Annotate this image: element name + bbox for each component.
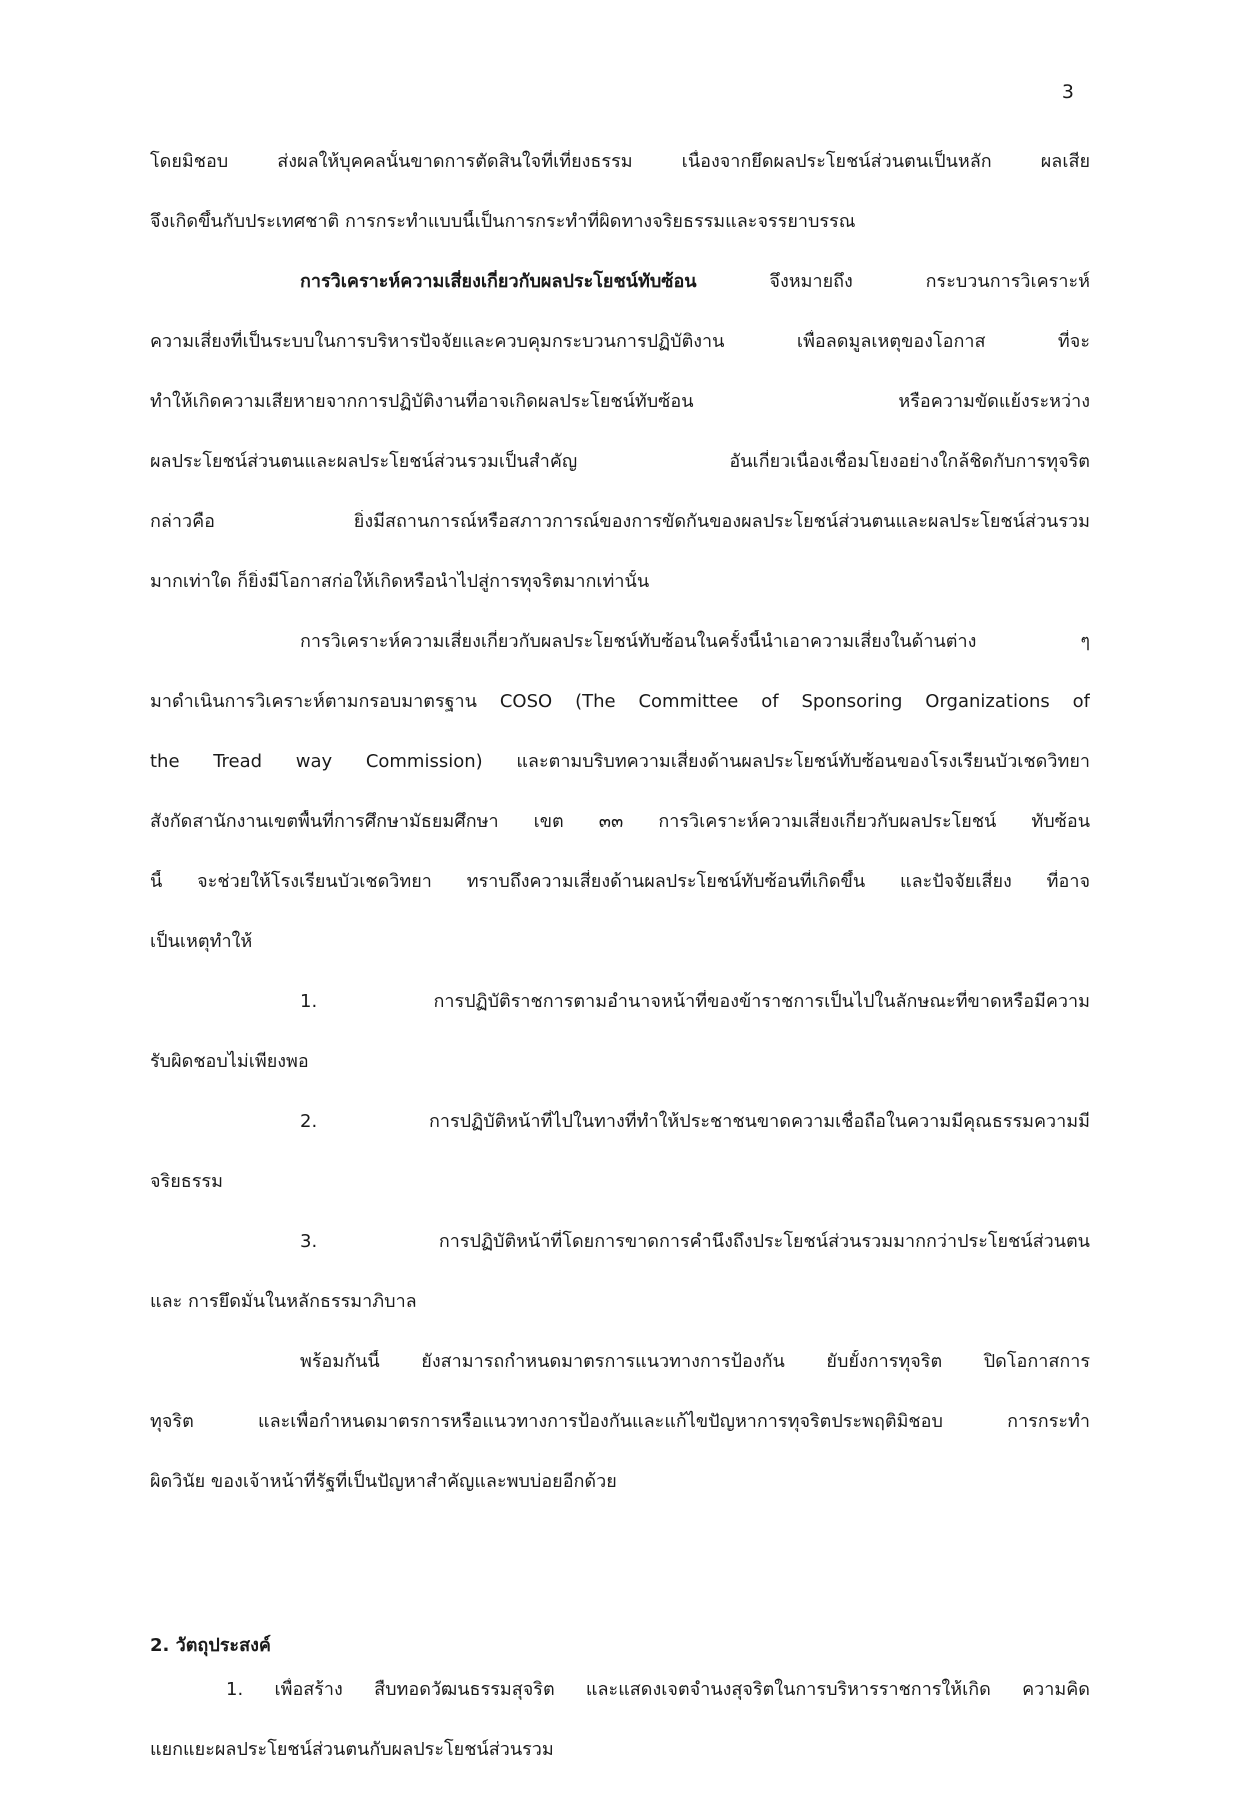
objective-line: 1. เพื่อสร้าง สืบทอดวัฒนธรรมสุจริต และแสดงเจตจำนงสุจริตในการบริหารราชการให้เกิด ความคิด: [226, 1679, 1090, 1700]
definition-term: การวิเคราะห์ความเสี่ยงเกี่ยวกับผลประโยชน์ทับซ้อน: [300, 271, 697, 292]
paragraph-line: ความเสี่ยงที่เป็นระบบในการบริหารปัจจัยและควบคุมกระบวนการปฏิบัติงาน เพื่อลดมูลเหตุของโอกาส ที่จะ: [150, 331, 1090, 352]
list-item-line: และ การยึดมั่นในหลักธรรมาภิบาล: [150, 1291, 417, 1312]
page-number: 3: [1061, 81, 1074, 103]
list-item-line: 2. การปฏิบัติหน้าที่ไปในทางที่ทำให้ประชาชนขาดความเชื่อถือในความมีคุณธรรมความมี: [300, 1111, 1090, 1132]
list-item-line: จริยธรรม: [150, 1171, 223, 1192]
paragraph-line: มากเท่าใด ก็ยิ่งมีโอกาสก่อให้เกิดหรือนำไปสู่การทุจริตมากเท่านั้น: [150, 571, 650, 592]
paragraph-line: ผิดวินัย ของเจ้าหน้าที่รัฐที่เป็นปัญหาสำคัญและพบบ่อยอีกด้วย: [150, 1471, 617, 1492]
paragraph-line: พร้อมกันนี้ ยังสามารถกำหนดมาตรการแนวทางการป้องกัน ยับยั้งการทุจริต ปิดโอกาสการ: [300, 1351, 1090, 1372]
paragraph-line: จึงเกิดขึ้นกับประเทศชาติ การกระทำแบบนี้เป็นการกระทำที่ผิดทางจริยธรรมและจรรยาบรรณ: [150, 211, 856, 232]
paragraph-line: มาดำเนินการวิเคราะห์ตามกรอบมาตรฐาน COSO (The Committee of Sponsoring Organizations of: [150, 691, 1090, 712]
paragraph-line: นี้ จะช่วยให้โรงเรียนบัวเชดวิทยา ทราบถึงความเสี่ยงด้านผลประโยชน์ทับซ้อนที่เกิดขึ้น และปัจจัยเสี่ยง ที่อาจ: [150, 871, 1090, 892]
paragraph-line: สังกัดสานักงานเขตพื้นที่การศึกษามัธยมศึกษา เขต ๓๓ การวิเคราะห์ความเสี่ยงเกี่ยวกับผลประโยชน์ ทับซ้อน: [150, 811, 1090, 832]
paragraph-line: ผลประโยชน์ส่วนตนและผลประโยชน์ส่วนรวมเป็นสำคัญ อันเกี่ยวเนื่องเชื่อมโยงอย่างใกล้ชิดกับการทุจริต: [150, 451, 1090, 472]
list-item-line: รับผิดชอบไม่เพียงพอ: [150, 1051, 309, 1072]
paragraph-line: [150, 270, 1090, 294]
paragraph-line: กล่าวคือ ยิ่งมีสถานการณ์หรือสภาวการณ์ของการขัดกันของผลประโยชน์ส่วนตนและผลประโยชน์ส่วนรวม: [150, 511, 1090, 532]
list-item-line: 1. การปฏิบัติราชการตามอำนาจหน้าที่ของข้าราชการเป็นไปในลักษณะที่ขาดหรือมีความ: [300, 991, 1090, 1012]
paragraph-line: the Tread way Commission) และตามบริบทความเสี่ยงด้านผลประโยชน์ทับซ้อนของโรงเรียนบัวเชดวิทยา: [150, 751, 1090, 772]
list-item-line: 3. การปฏิบัติหน้าที่โดยการขาดการคำนึงถึงประโยชน์ส่วนรวมมากกว่าประโยชน์ส่วนตน: [300, 1231, 1090, 1252]
paragraph-line: ทุจริต และเพื่อกำหนดมาตรการหรือแนวทางการป้องกันและแก้ไขปัญหาการทุจริตประพฤติมิชอบ การกระทำ: [150, 1411, 1090, 1432]
paragraph-line: ทำให้เกิดความเสียหายจากการปฏิบัติงานที่อาจเกิดผลประโยชน์ทับซ้อน หรือความขัดแย้งระหว่าง: [150, 391, 1090, 412]
definition-text: จึงหมายถึง กระบวนการวิเคราะห์: [696, 271, 1090, 292]
document-body: [150, 150, 1090, 1798]
paragraph-line: เป็นเหตุทำให้: [150, 931, 253, 952]
objective-line: แยกแยะผลประโยชน์ส่วนตนกับผลประโยชน์ส่วนรวม: [150, 1739, 554, 1760]
paragraph-line: โดยมิชอบ ส่งผลให้บุคคลนั้นขาดการตัดสินใจที่เที่ยงธรรม เนื่องจากยึดผลประโยชน์ส่วนตนเป็นหลัก ผลเสีย: [150, 151, 1090, 172]
section-heading: 2. วัตถุประสงค์: [150, 1635, 271, 1656]
paragraph-line: การวิเคราะห์ความเสี่ยงเกี่ยวกับผลประโยชน์ทับซ้อนในครั้งนี้นำเอาความเสี่ยงในด้านต่าง ๆ: [300, 631, 1090, 652]
